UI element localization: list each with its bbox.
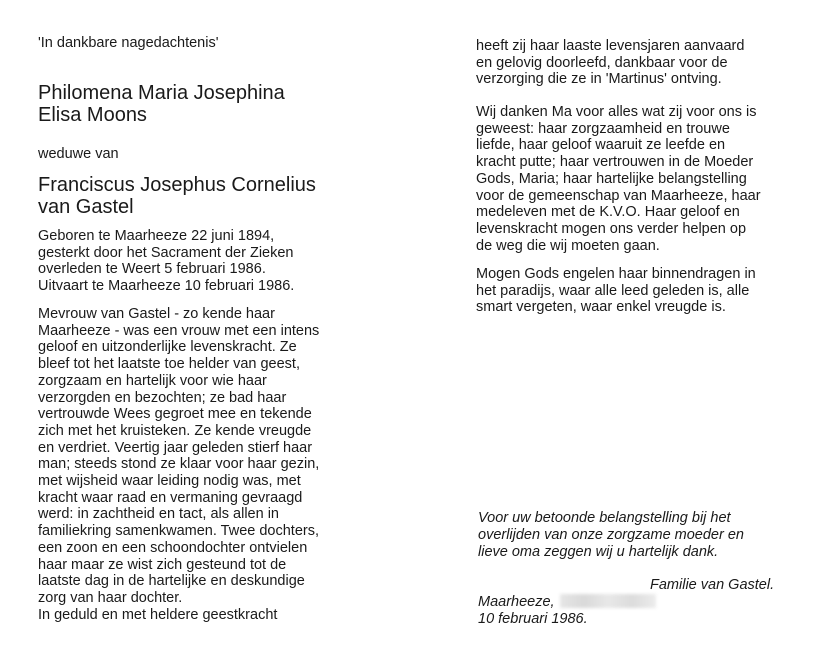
life-dates-paragraph: Geboren te Maarheeze 22 juni 1894, gesterkt door het Sacrament der Zieken overleden te Weert 5 februari 1986. Uitvaart te Maarheeze 10 februari 1986. [38,228,295,295]
gratitude-paragraph: Wij danken Ma voor alles wat zij voor ons is geweest: haar zorgzaamheid en trouwe liefde, haar geloof waaruit ze leefde en kracht putte; haar vertrouwen in de Moeder Gods, Maria; haar hartelijke belangstelling voor de gemeenschap van Maarheeze, haar medeleven met de K.V.O. Haar geloof en levenskracht mogen ons verder helpen op de weg die wij moeten gaan. [476,104,761,254]
deceased-name: Philomena Maria Josephina Elisa Moons [38,82,285,126]
family-signature: Familie van Gastel. [650,577,775,593]
prayer-paragraph: Mogen Gods engelen haar binnendragen in het paradijs, waar alle leed geleden is, alle smart vergeten, waar enkel vreugde is. [476,266,756,316]
continuation-paragraph: heeft zij haar laaste levensjaren aanvaard en gelovig doorleefd, dankbaar voor de verzorging die ze in 'Martinus' ontving. [476,38,745,88]
spouse-name: Franciscus Josephus Cornelius van Gastel [38,174,316,218]
place-label: Maarheeze, [478,594,555,610]
widow-of-label: weduwe van [38,146,119,162]
left-page [38,34,368,623]
biography-paragraph: Mevrouw van Gastel - zo kende haar Maarheeze - was een vrouw met een intens geloof en uitzonderlijke levenskracht. Ze bleef tot het laatste toe helder van geest, zorgzaam en hartelijk voor wie haar verzorgden en bezochten; ze bad haar vertrouwde Wees gegroet mee en tekende zich met het kruisteken. Ze kende vreugde en verdriet. Veertig jaar geleden stierf haar man; steeds stond ze klaar voor haar gezin, met wijsheid waar leiding nodig was, met kracht waar raad en vermaning gevraagd werd: in zachtheid en tact, als allen in familiekring samenkwamen. Twee dochters, een zoon en een schoondochter ontvielen haar maar ze wist zich gesteund tot de laatste dag in de hartelijke en deskundige zorg van haar dochter. In geduld en met heldere geestkracht [38,306,320,623]
closing-date: 10 februari 1986. [478,611,588,627]
memorial-motto: 'In dankbare nagedachtenis' [38,35,219,51]
redacted-text [560,594,656,608]
thanks-note: Voor uw betoonde belangstelling bij het overlijden van onze zorgzame moeder en lieve oma zeggen wij u hartelijk dank. [478,510,744,560]
